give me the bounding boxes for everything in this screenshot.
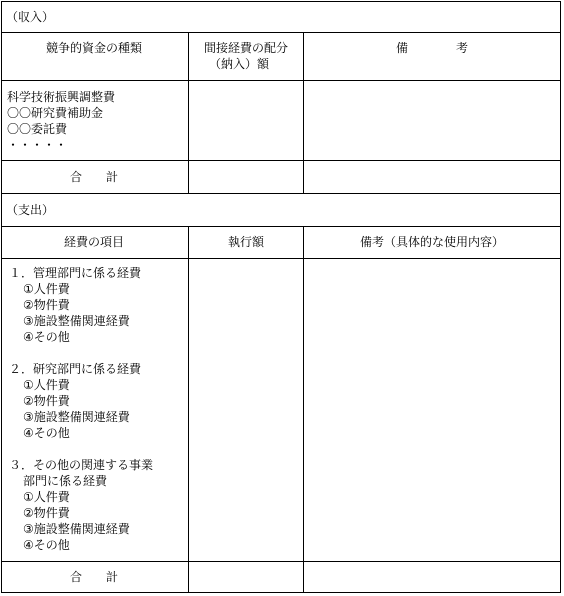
rule-expense-total-top: [1, 561, 561, 562]
list-item: ③施設整備関連経費: [23, 522, 130, 536]
spacer: [9, 441, 153, 457]
rule-income-total-bottom: [1, 193, 561, 194]
header-expense-remarks: 備考（具体的な使用内容）: [359, 235, 504, 249]
expense-item-list: [9, 265, 153, 553]
list-item: 〇〇研究費補助金: [7, 106, 104, 120]
group-title: ３．その他の関連する事業: [9, 458, 154, 472]
header-allocation-line2: （納入）額: [208, 57, 269, 71]
header-expense-item: 経費の項目: [63, 235, 124, 249]
income-item-list: [7, 89, 115, 153]
rule-income-header-bottom: [1, 80, 561, 81]
list-item: ・・・・・: [7, 138, 68, 152]
list-item: ③施設整備関連経費: [23, 314, 130, 328]
rule-income-col2: [303, 32, 304, 193]
rule-income-header-top: [1, 32, 561, 33]
rule-expense-header-bottom: [1, 258, 561, 259]
expense-total-label: 合 計: [69, 570, 118, 584]
list-item: ④その他: [23, 426, 70, 440]
group-title: ２．研究部門に係る経費: [9, 362, 142, 376]
spacer: [9, 345, 153, 361]
list-item: ②物件費: [23, 298, 70, 312]
rule-expense-col2: [303, 226, 304, 593]
income-total-label: 合 計: [69, 170, 118, 184]
list-item: ④その他: [23, 330, 70, 344]
list-item: ④その他: [23, 538, 70, 552]
header-remarks: 備 考: [395, 41, 468, 55]
list-item: ①人件費: [23, 490, 70, 504]
list-item: ②物件費: [23, 506, 70, 520]
list-item: ①人件費: [23, 282, 70, 296]
group-title-continued: 部門に係る経費: [23, 474, 108, 488]
header-executed: 執行額: [227, 235, 264, 249]
header-fund-type: 競争的資金の種類: [45, 41, 142, 55]
list-item: ③施設整備関連経費: [23, 410, 130, 424]
rule-expense-col1: [188, 226, 189, 593]
header-allocation-line1: 間接経費の配分: [203, 41, 288, 55]
group-title: １．管理部門に係る経費: [9, 266, 142, 280]
list-item: 〇〇委託費: [7, 122, 68, 136]
list-item: 科学技術振興調整費: [7, 90, 116, 104]
expense-section-label: （支出）: [6, 203, 55, 217]
rule-expense-header-top: [1, 226, 561, 227]
rule-income-total-top: [1, 160, 561, 161]
list-item: ①人件費: [23, 378, 70, 392]
income-section-label: （収入）: [6, 10, 55, 24]
list-item: ②物件費: [23, 394, 70, 408]
